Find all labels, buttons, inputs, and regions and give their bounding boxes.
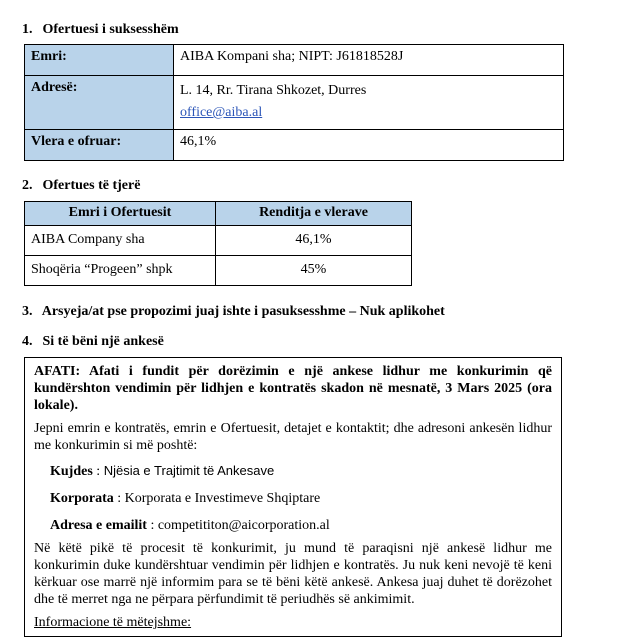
contact-label: Kujdes (50, 464, 93, 479)
section-2-number: 2. (22, 178, 33, 193)
section-2-heading (22, 178, 140, 194)
section-4-title: Si të bëni një ankesë (42, 334, 164, 349)
winner-offer-value: 46,1% (174, 130, 564, 161)
bidder-value: 45% (216, 256, 412, 286)
bidder-name: AIBA Company sha (25, 226, 216, 256)
contact-value: Njësia e Trajtimit të Ankesave (103, 463, 275, 478)
section-1-title: Ofertuesi i suksesshëm (42, 22, 179, 37)
winner-address-label: Adresë: (25, 76, 174, 130)
contact-line (34, 462, 552, 480)
contact-line (34, 490, 552, 507)
contact-email[interactable]: competititon@aicorporation.al (157, 518, 330, 533)
section-3-title: Arsyeja/at pse propozimi juaj ishte i pasuksesshme – Nuk aplikohet (41, 304, 445, 319)
table-row (25, 226, 412, 256)
bidder-value: 46,1% (216, 226, 412, 256)
section-2-title: Ofertues të tjerë (42, 178, 141, 193)
contact-label: Adresa e emailit (50, 518, 147, 533)
section-3-heading (22, 304, 445, 320)
winner-name-label: Emri: (25, 45, 174, 76)
winner-name-row (25, 45, 564, 76)
contact-line (34, 517, 552, 534)
contact-value: Korporata e Investimeve Shqiptare (124, 491, 321, 506)
complaint-box (24, 357, 562, 637)
contact-separator: : (92, 464, 104, 479)
winner-address-cell (174, 76, 564, 130)
complaint-body-text: Në këtë pikë të procesit të konkurimit, ju mund të paraqisni një ankesë lidhur me konkurimin duke kundërshtuar vendimin për lidhjen e kontratës. Ju nuk keni nevojë të keni kërkuar ose marrë një informim para se të bëni këtë ankesë. Ankesa juaj duhet të dorëzohet dhe të merret nga ne përpara përfundimit të periudhës së ankimimit. (34, 541, 552, 607)
winner-name-value: AIBA Kompani sha; NIPT: J61818528J (174, 45, 564, 76)
winner-address-value: L. 14, Rr. Tirana Shkozet, Durres (180, 83, 367, 98)
section-3-number: 3. (22, 304, 33, 319)
section-4-heading (22, 334, 164, 350)
instructions-text: Jepni emrin e kontratës, emrin e Ofertuesit, detajet e kontaktit; dhe adresoni ankesën lidhur me konkurimin si më poshtë: (34, 421, 552, 453)
winner-table (24, 44, 564, 161)
other-bidders-header-row (25, 202, 412, 226)
section-1-heading (22, 22, 179, 38)
winner-email-link[interactable]: office@aiba.al (180, 105, 263, 120)
header-value-ranking: Renditja e vlerave (216, 202, 412, 226)
contact-label: Korporata (50, 491, 114, 506)
winner-offer-label: Vlera e ofruar: (25, 130, 174, 161)
bidder-name: Shoqëria “Progeen” shpk (25, 256, 216, 286)
winner-address-row (25, 76, 564, 130)
deadline-text: AFATI: Afati i fundit për dorëzimin e një ankese lidhur me konkurimin që kundërshton vendimin për lidhjen e kontratës skadon në mesnatë, 3 Mars 2025 (ora lokale). (34, 364, 552, 413)
more-info-heading: Informacione të mëtejshme: (34, 615, 192, 630)
table-row (25, 256, 412, 286)
section-1-number: 1. (22, 22, 33, 37)
contact-separator: : (146, 518, 158, 533)
winner-offer-row (25, 130, 564, 161)
section-4-number: 4. (22, 334, 33, 349)
contact-separator: : (113, 491, 125, 506)
header-bidder-name: Emri i Ofertuesit (25, 202, 216, 226)
other-bidders-table (24, 201, 412, 286)
